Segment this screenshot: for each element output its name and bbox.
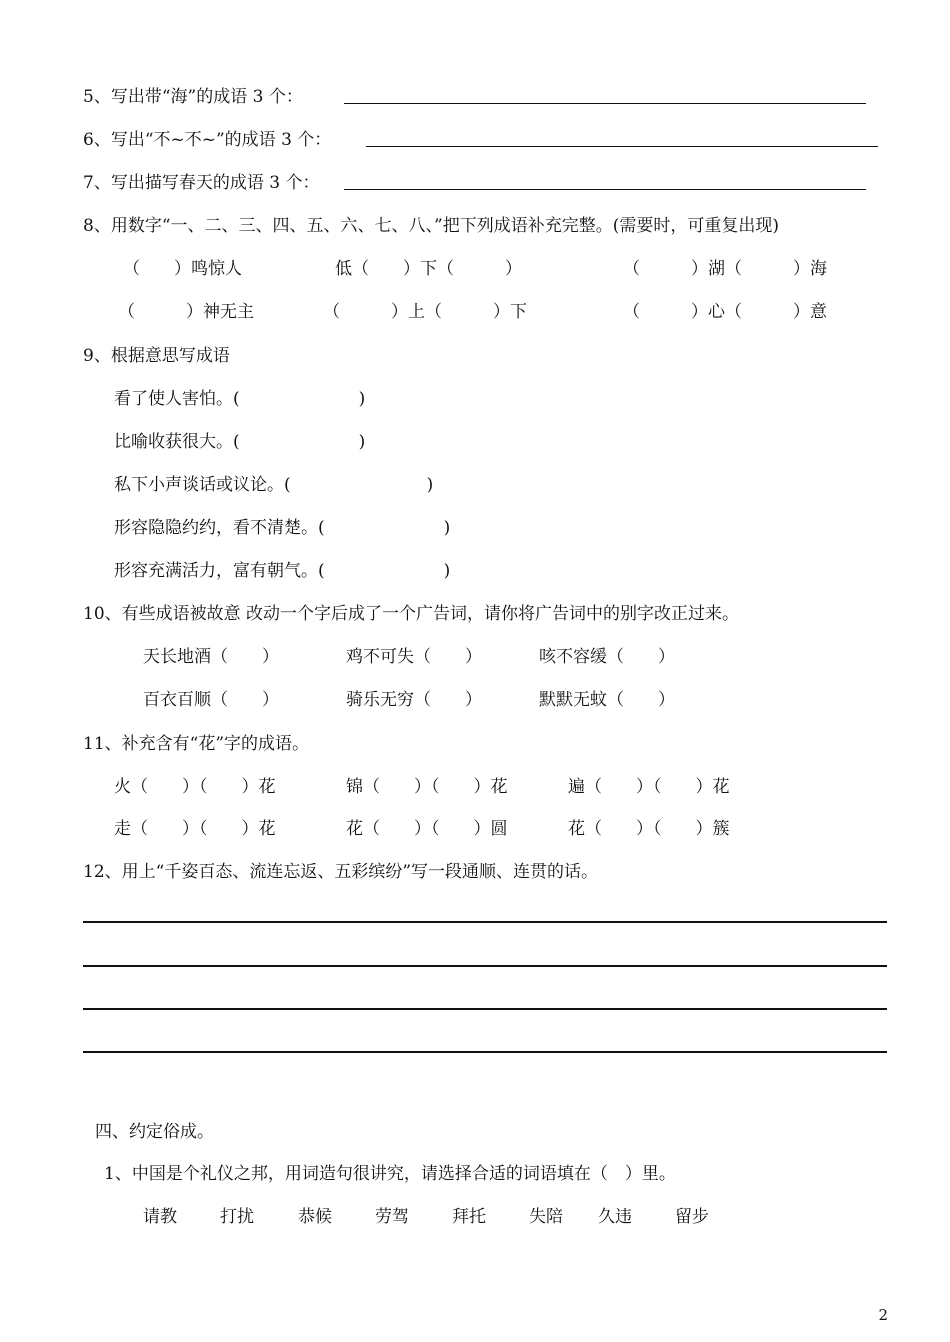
- q9-prompt: 9、根据意思写成语: [83, 346, 230, 366]
- q11-item[interactable]: 锦（ ）（ ）花: [346, 777, 508, 797]
- q7-prompt: 7、写出描写春天的成语 3 个：: [83, 173, 320, 193]
- q10-item[interactable]: 骑乐无穷（ ）: [346, 690, 482, 710]
- writing-line[interactable]: [83, 1051, 887, 1053]
- q5-prompt: 5、写出带“海”的成语 3 个：: [83, 87, 303, 107]
- word-choice: 久违: [598, 1207, 632, 1227]
- q5-answer-line[interactable]: [344, 103, 866, 104]
- q9-item[interactable]: 看了使人害怕。( ): [114, 389, 366, 409]
- q11-prompt: 11、补充含有“花”字的成语。: [83, 734, 310, 754]
- section-4-q1-prompt: 1、中国是个礼仪之邦，用词造句很讲究，请选择合适的词语填在（ ）里。: [104, 1164, 676, 1184]
- q11-item[interactable]: 走（ ）（ ）花: [114, 819, 276, 839]
- q9-item[interactable]: 形容充满活力，富有朝气。( ): [114, 561, 451, 581]
- word-choice: 劳驾: [375, 1207, 409, 1227]
- q11-item[interactable]: 花（ ）（ ）簇: [568, 819, 730, 839]
- word-choice: 打扰: [220, 1207, 254, 1227]
- q8-item[interactable]: （ ）鸣惊人: [123, 259, 242, 279]
- q8-item[interactable]: 低（ ）下（ ）: [335, 259, 522, 279]
- q6-prompt: 6、写出“不~不~”的成语 3 个：: [83, 130, 332, 150]
- q10-item[interactable]: 鸡不可失（ ）: [346, 647, 482, 667]
- section-4-title: 四、约定俗成。: [95, 1122, 214, 1142]
- q8-prompt: 8、用数字“一、二、三、四、五、六、七、八、”把下列成语补充完整。(需要时，可重复出现): [83, 216, 779, 236]
- q9-item[interactable]: 形容隐隐约约，看不清楚。( ): [114, 518, 451, 538]
- writing-line[interactable]: [83, 965, 887, 967]
- q11-item[interactable]: 遍（ ）（ ）花: [568, 777, 730, 797]
- q6-answer-line[interactable]: [366, 146, 878, 147]
- q11-item[interactable]: 火（ ）（ ）花: [114, 777, 276, 797]
- word-choice: 留步: [675, 1207, 709, 1227]
- q8-item[interactable]: （ ）心（ ）意: [623, 302, 827, 322]
- q10-item[interactable]: 默默无蚊（ ）: [539, 690, 675, 710]
- word-choice: 失陪: [529, 1207, 563, 1227]
- q10-item[interactable]: 咳不容缓（ ）: [539, 647, 675, 667]
- q9-item[interactable]: 私下小声谈话或议论。( ): [114, 475, 434, 495]
- page-number: 2: [878, 1306, 888, 1324]
- word-choice: 恭候: [298, 1207, 332, 1227]
- q7-answer-line[interactable]: [344, 189, 866, 190]
- q12-prompt: 12、用上“千姿百态、流连忘返、五彩缤纷”写一段通顺、连贯的话。: [83, 862, 599, 882]
- q10-prompt: 10、有些成语被故意 改动一个字后成了一个广告词，请你将广告词中的别字改正过来。: [83, 604, 740, 624]
- q8-item[interactable]: （ ）上（ ）下: [323, 302, 527, 322]
- q11-item[interactable]: 花（ ）（ ）圆: [346, 819, 508, 839]
- writing-line[interactable]: [83, 921, 887, 923]
- q10-item[interactable]: 百衣百顺（ ）: [143, 690, 279, 710]
- q8-item[interactable]: （ ）神无主: [118, 302, 254, 322]
- q10-item[interactable]: 天长地酒（ ）: [143, 647, 279, 667]
- word-choice: 请教: [143, 1207, 177, 1227]
- q9-item[interactable]: 比喻收获很大。( ): [114, 432, 366, 452]
- q8-item[interactable]: （ ）湖（ ）海: [623, 259, 827, 279]
- writing-line[interactable]: [83, 1008, 887, 1010]
- word-choice: 拜托: [452, 1207, 486, 1227]
